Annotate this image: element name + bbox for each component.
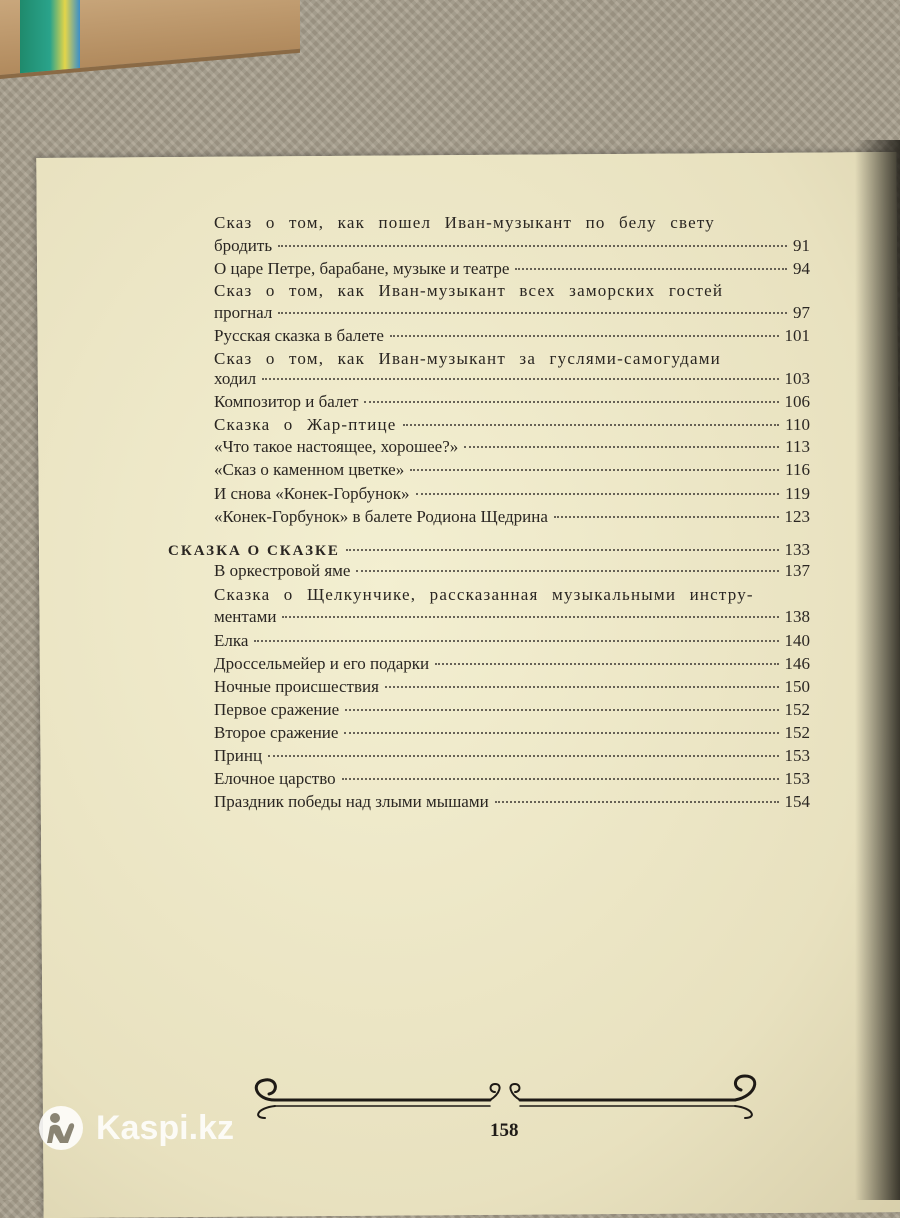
watermark	[38, 1105, 234, 1151]
toc-entry-line	[214, 348, 759, 370]
toc-entry[interactable]	[214, 606, 810, 628]
toc-entry[interactable]	[214, 235, 810, 257]
leader-dots	[344, 731, 778, 734]
leader-dots	[278, 311, 787, 314]
leader-dots	[262, 377, 778, 380]
toc-page-number: 138	[784, 607, 810, 626]
toc-entry-title: Дроссельмейер и его подарки	[214, 654, 430, 673]
leader-dots	[345, 708, 778, 711]
toc-entry[interactable]	[214, 560, 810, 582]
toc-entry-title: Сказ о том, как Иван-музыкант за гуслями-самогудами	[214, 349, 721, 368]
toc-entry-line	[214, 584, 774, 606]
toc-entry-title: Ночные происшествия	[214, 677, 379, 696]
ornament-divider	[245, 1072, 765, 1122]
toc-entry-title: Сказка о Щелкунчике, рассказанная музыкальными инстру-	[214, 585, 754, 604]
toc-entry[interactable]	[214, 302, 810, 324]
toc-entry-title: прогнал	[214, 303, 273, 322]
toc-entry[interactable]	[214, 699, 810, 721]
toc-entry[interactable]	[214, 414, 810, 436]
leader-dots	[435, 662, 778, 665]
toc-entry-title: Сказка о Жар-птице	[214, 415, 397, 434]
toc-entry-title: Композитор и балет	[214, 392, 359, 411]
toc-entry-title: Сказ о том, как пошел Иван-музыкант по белу свету	[214, 213, 715, 232]
leader-dots	[515, 267, 787, 270]
toc-entry[interactable]	[214, 745, 810, 767]
toc-page-number: 152	[784, 723, 810, 742]
toc-entry[interactable]	[214, 768, 810, 790]
toc-page-number: 133	[784, 540, 810, 559]
leader-dots	[464, 445, 779, 448]
watermark-text: Kaspi.kz	[96, 1108, 234, 1147]
toc-entry[interactable]	[214, 391, 810, 413]
toc-entry[interactable]	[214, 630, 810, 652]
toc-entry-title: И снова «Конек-Горбунок»	[214, 484, 410, 503]
toc-entry-title: Принц	[214, 746, 263, 765]
toc-section-heading[interactable]	[168, 539, 810, 562]
toc-page-number: 97	[793, 303, 810, 322]
toc-page-number: 103	[784, 369, 810, 388]
toc-entry-title: ходил	[214, 369, 257, 388]
toc-page-number: 137	[784, 561, 810, 580]
toc-page-number: 152	[784, 700, 810, 719]
toc-page-number: 101	[784, 326, 810, 345]
leader-dots	[364, 400, 778, 403]
toc-entry-title: О царе Петре, барабане, музыке и театре	[214, 259, 510, 278]
toc-page-number: 119	[785, 484, 810, 503]
leader-dots	[254, 639, 778, 642]
toc-entry[interactable]	[214, 459, 810, 481]
toc-page-number: 146	[784, 654, 810, 673]
toc-page-number: 153	[784, 769, 810, 788]
toc-page-number: 150	[784, 677, 810, 696]
toc-entry[interactable]	[214, 483, 810, 505]
toc-entry-title: Первое сражение	[214, 700, 340, 719]
toc-entry[interactable]	[214, 722, 810, 744]
leader-dots	[268, 754, 778, 757]
toc-page-number: 110	[785, 415, 810, 434]
leader-dots	[385, 685, 779, 688]
leader-dots	[410, 468, 779, 471]
page-number: 158	[490, 1120, 519, 1141]
toc-entry[interactable]	[214, 368, 810, 390]
leader-dots	[403, 423, 780, 426]
toc-page-number: 116	[785, 460, 810, 479]
toc-page-number: 113	[785, 437, 810, 456]
toc-entry-title: «Конек-Горбунок» в балете Родиона Щедрина	[214, 507, 548, 526]
toc-entry-title: Второе сражение	[214, 723, 339, 742]
toc-entry-title: Елка	[214, 631, 249, 650]
toc-page-number: 154	[784, 792, 810, 811]
toc-page-number: 153	[784, 746, 810, 765]
toc-page-number: 140	[784, 631, 810, 650]
leader-dots	[554, 515, 779, 518]
leader-dots	[356, 569, 778, 572]
toc-entry-title: Праздник победы над злыми мышами	[214, 792, 489, 811]
toc-entry[interactable]	[214, 436, 810, 458]
leader-dots	[390, 334, 779, 337]
section-title: СКАЗКА О СКАЗКЕ	[168, 543, 340, 559]
leader-dots	[416, 492, 780, 495]
toc-entry-title: бродить	[214, 236, 273, 255]
toc-entry[interactable]	[214, 676, 810, 698]
toc-entry[interactable]	[214, 791, 810, 813]
toc-entry[interactable]	[214, 325, 810, 347]
toc-entry-title: ментами	[214, 607, 277, 626]
toc-entry[interactable]	[214, 653, 810, 675]
toc-entry-title: Сказ о том, как Иван-музыкант всех заморских гостей	[214, 281, 724, 300]
toc-entry[interactable]	[214, 506, 810, 528]
kaspi-logo-icon	[38, 1105, 84, 1151]
toc-entry[interactable]	[214, 258, 810, 280]
leader-dots	[342, 777, 779, 780]
toc-entry-title: «Что такое настоящее, хорошее?»	[214, 437, 459, 456]
leader-dots	[282, 615, 778, 618]
toc-entry-line	[214, 212, 754, 234]
leader-dots	[278, 244, 787, 247]
toc-entry-title: Елочное царство	[214, 769, 336, 788]
leader-dots	[346, 548, 779, 551]
toc-entry-title: В оркестровой яме	[214, 561, 351, 580]
toc-page-number: 123	[784, 507, 810, 526]
toc-page-number: 94	[793, 259, 810, 278]
toc-page-number: 91	[793, 236, 810, 255]
toc-page-number: 106	[784, 392, 810, 411]
toc-entry-title: «Сказ о каменном цветке»	[214, 460, 405, 479]
toc-entry-title: Русская сказка в балете	[214, 326, 384, 345]
leader-dots	[495, 800, 779, 803]
toc-entry-line	[214, 280, 754, 302]
